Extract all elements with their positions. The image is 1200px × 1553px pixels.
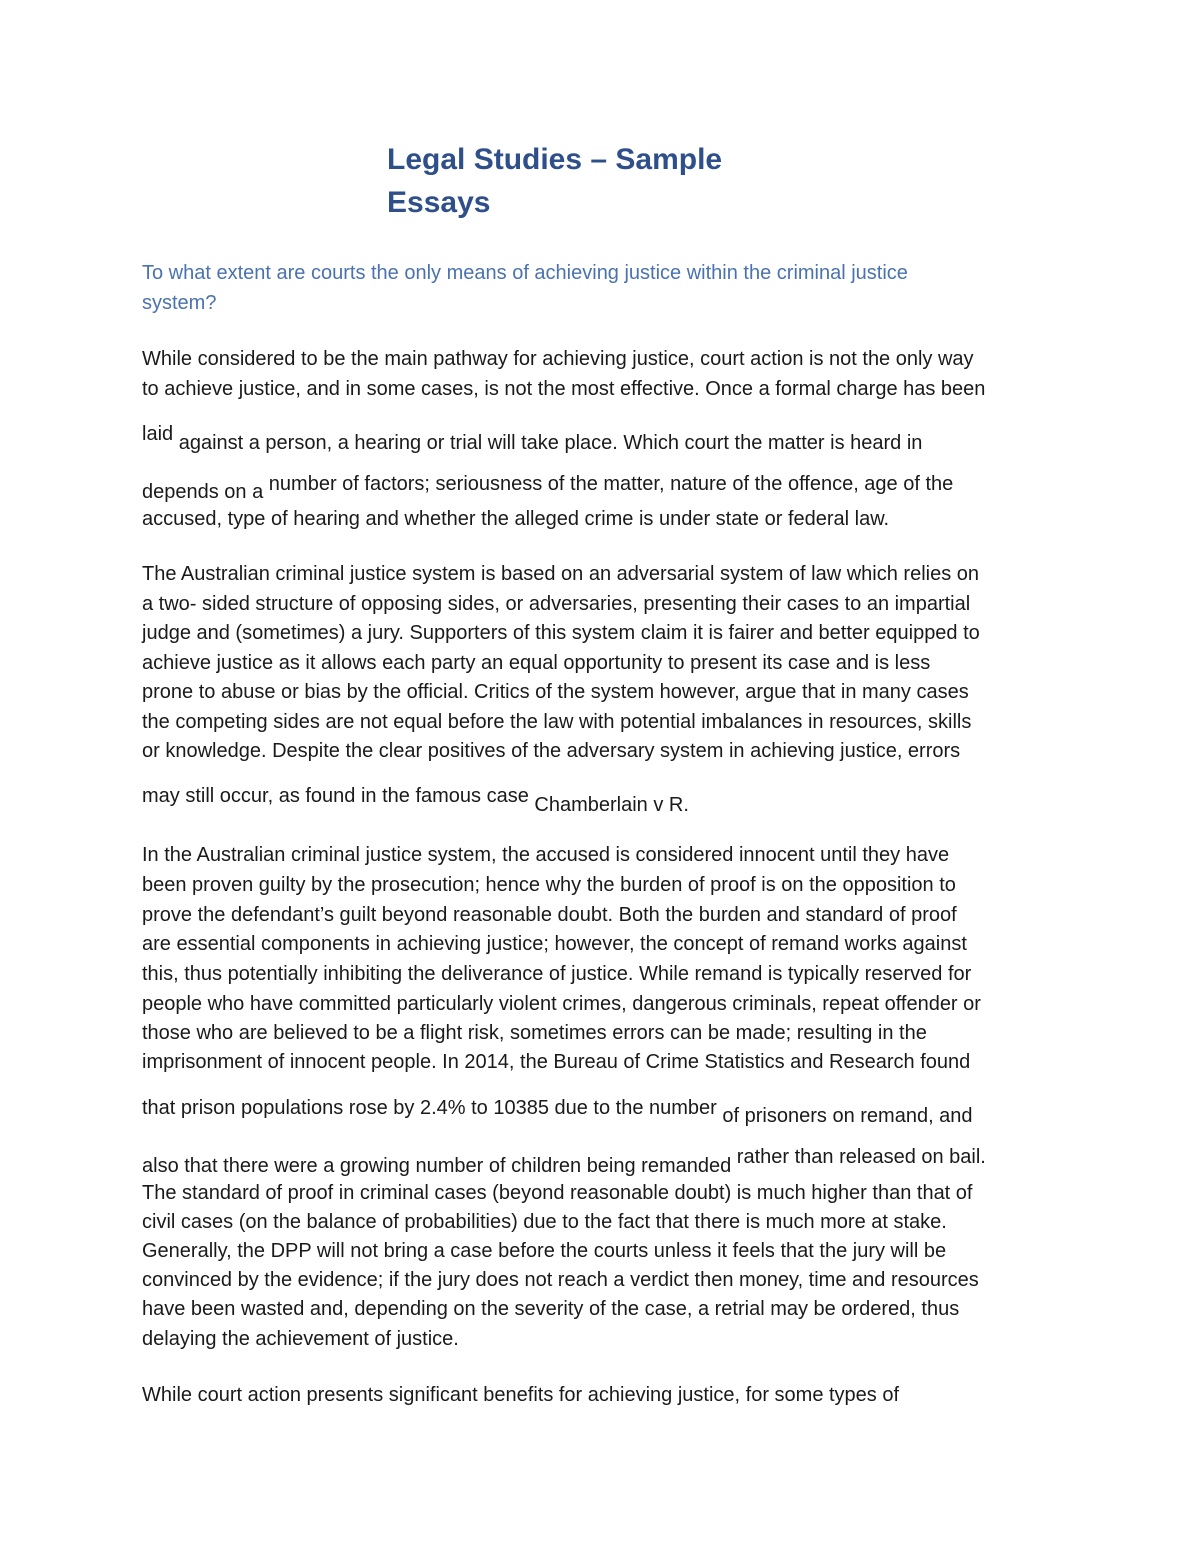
paragraph-1-line: accused, type of hearing and whether the alleged crime is under state or federal law. [142,508,890,530]
text-fragment: number of factors; seriousness of the matter, nature of the offence, age of the [263,473,954,495]
text-fragment: may still occur, as found in the famous case [142,785,529,807]
paragraph-3-line: civil cases (on the balance of probabilities) due to the fact that there is much more at stake. [142,1211,947,1233]
paragraph-3-line: prove the defendant’s guilt beyond reasonable doubt. Both the burden and standard of proof [142,904,957,926]
text-fragment: that prison populations rose by 2.4% to 10385 due to the number [142,1097,717,1119]
paragraph-3-line: Generally, the DPP will not bring a case before the courts unless it feels that the jury will be [142,1240,947,1262]
paragraph-2-line: The Australian criminal justice system is based on an adversarial system of law which relies on [142,563,980,585]
paragraph-3-line: this, thus potentially inhibiting the deliverance of justice. While remand is typically reserved for [142,963,972,985]
case-name: Chamberlain v R. [528,794,689,816]
question-line: To what extent are courts the only means of achieving justice within the criminal justice [142,262,908,284]
paragraph-2-line [142,782,689,816]
paragraph-3-line: are essential components in achieving justice; however, the concept of remand works against [142,933,967,955]
paragraph-4-line: While court action presents significant benefits for achieving justice, for some types of [142,1384,900,1406]
paragraph-2-line: or knowledge. Despite the clear positives of the adversary system in achieving justice, errors [142,740,961,762]
paragraph-1-line: While considered to be the main pathway for achieving justice, court action is not the only way [142,348,974,370]
paragraph-3-line [142,1146,986,1182]
text-fragment: against a person, a hearing or trial will take place. Which court the matter is heard in [173,432,923,454]
paragraph-3-line: In the Australian criminal justice system, the accused is considered innocent until they have [142,844,950,866]
paragraph-3-line: been proven guilty by the prosecution; hence why the burden of proof is on the opposition to [142,874,956,896]
document-title [387,138,722,224]
title-line: Essays [387,186,491,219]
paragraph-3-line: people who have committed particularly violent crimes, dangerous criminals, repeat offender or [142,993,981,1015]
text-fragment: laid [142,423,174,445]
text-fragment: depends on a [142,481,264,503]
paragraph-2-line: prone to abuse or bias by the official. Critics of the system however, argue that in many cases [142,681,969,703]
paragraph-1-line: to achieve justice, and in some cases, is not the most effective. Once a formal charge has been [142,378,986,400]
essay-question [142,259,908,318]
text-fragment: also that there were a growing number of children being remanded [142,1155,732,1177]
paragraph-2-line: achieve justice as it allows each party an equal opportunity to present its case and is less [142,652,931,674]
paragraph-3-line: The standard of proof in criminal cases (beyond reasonable doubt) is much higher than that of [142,1182,973,1204]
title-line: Legal Studies – Sample [387,143,723,176]
paragraph-3-line: those who are believed to be a flight risk, sometimes errors can be made; resulting in the [142,1022,927,1044]
paragraph-1-line [142,473,954,508]
paragraph-3-line: imprisonment of innocent people. In 2014, the Bureau of Crime Statistics and Research found [142,1051,971,1073]
paragraph-1-line [142,420,923,454]
paragraph-3-line: delaying the achievement of justice. [142,1328,459,1350]
paragraph-3-line: convinced by the evidence; if the jury does not reach a verdict then money, time and resources [142,1269,979,1291]
paragraph-3-line: have been wasted and, depending on the severity of the case, a retrial may be ordered, thus [142,1298,960,1320]
paragraph-2-line: judge and (sometimes) a jury. Supporters of this system claim it is fairer and better equipped to [142,622,980,644]
text-fragment: rather than released on bail. [731,1146,986,1168]
question-line: system? [142,291,217,314]
paragraph-3-line [142,1094,973,1127]
text-fragment: of prisoners on remand, and [716,1105,973,1127]
paragraph-2-line: a two- sided structure of opposing sides, or adversaries, presenting their cases to an impartial [142,593,971,615]
paragraph-2-line: the competing sides are not equal before the law with potential imbalances in resources, skills [142,711,972,733]
